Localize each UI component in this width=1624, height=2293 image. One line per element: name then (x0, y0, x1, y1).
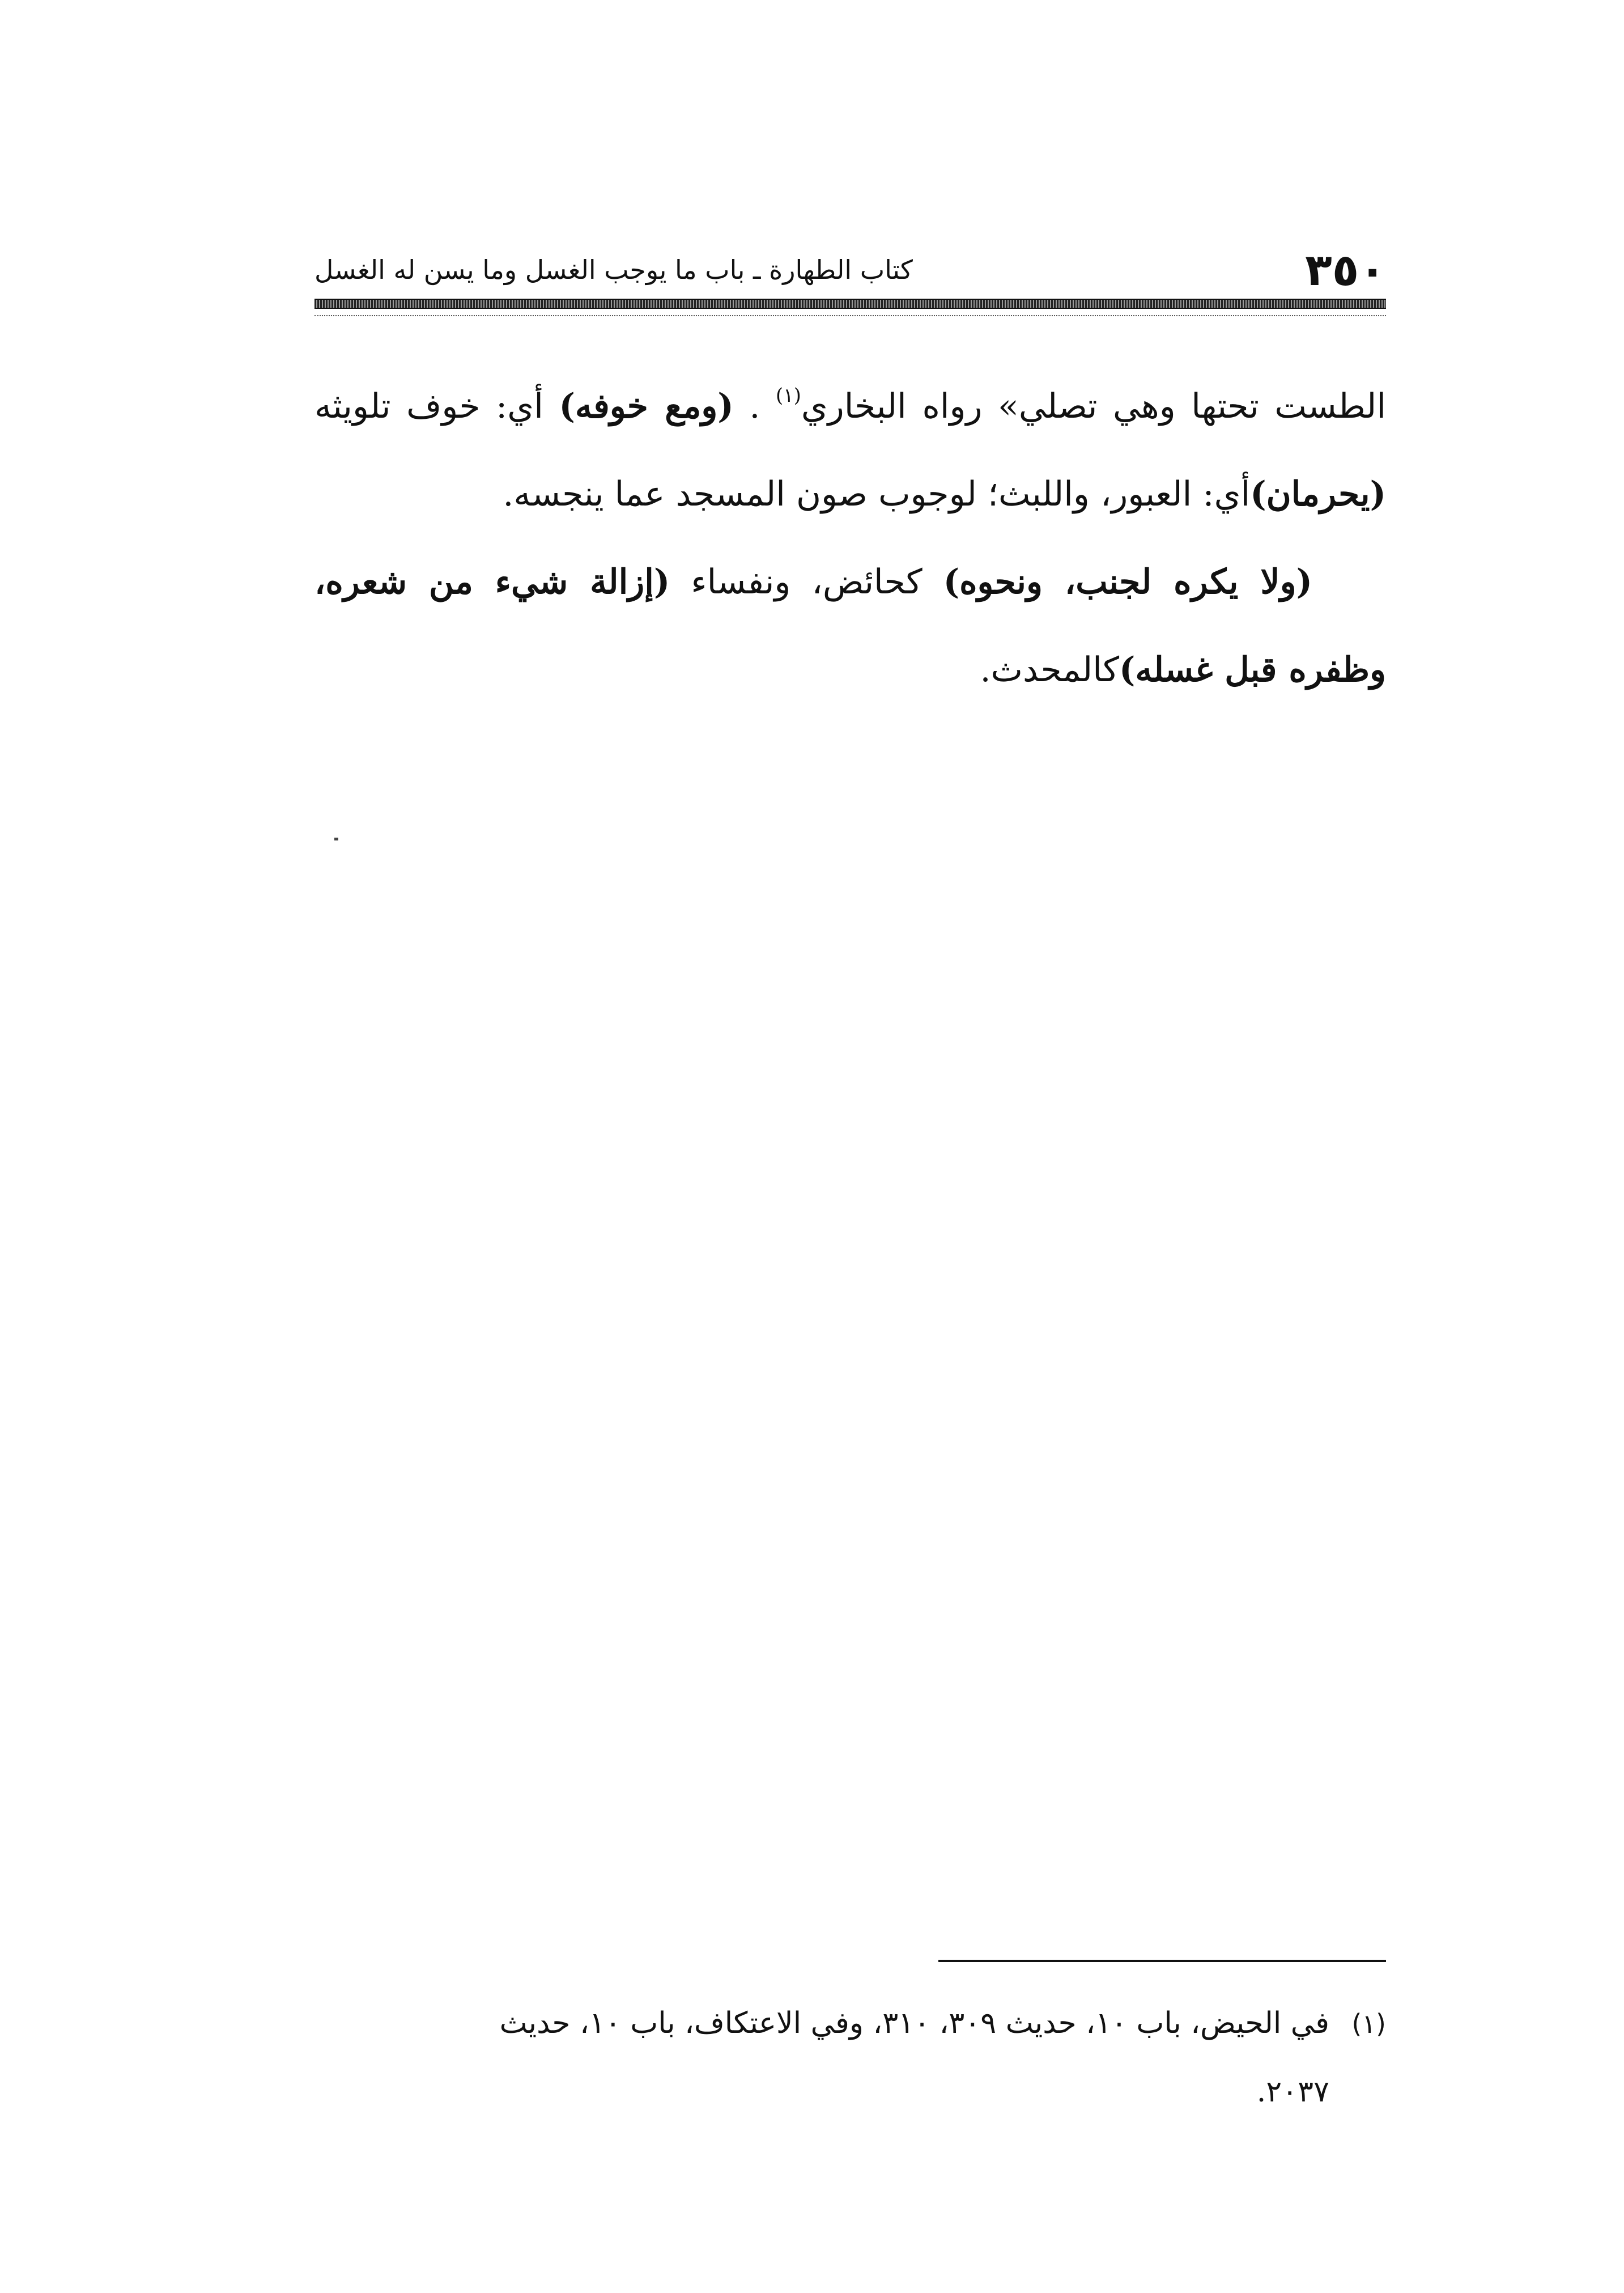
text-run: . (733, 387, 776, 426)
header-rule (314, 299, 1386, 309)
text-run: الطست تحتها وهي تصلي» رواه البخاري (801, 387, 1386, 426)
footnote-number: (١) (1351, 2009, 1386, 2039)
matn-text: (ومع خوفه) (559, 387, 734, 426)
paragraph (314, 363, 1386, 538)
running-head: كتاب الطهارة ـ باب ما يوجب الغسل وما يسن له الغسل (314, 254, 913, 285)
text-run: كحائض، ونفساء (670, 562, 943, 602)
footnote (297, 1989, 1386, 2126)
footnote-line (297, 1989, 1386, 2058)
main-text (314, 363, 1386, 714)
text-run: كالمحدث. (980, 650, 1120, 690)
footnote-rule (938, 1960, 1386, 1962)
page-number: ٣٥٠ (1305, 245, 1386, 296)
text-run: أي: العبور، واللبث؛ لوجوب صون المسجد عما ينجسه. (503, 474, 1251, 514)
text-run: أي: خوف تلويثه (314, 387, 559, 426)
footnote-text: في الحيض، باب ١٠، حديث ٣٠٩، ٣١٠، وفي الاعتكاف، باب ١٠، حديث (499, 2006, 1329, 2040)
footnote-ref: (١) (776, 384, 801, 407)
matn-text: (يحرمان) (1250, 474, 1386, 514)
matn-text: (ولا يكره لجنب، ونحوه) (943, 562, 1312, 602)
page-header (314, 245, 1386, 296)
footnote-continuation: ٢٠٣٧. (1256, 2075, 1329, 2109)
stray-mark (334, 838, 338, 840)
paragraph (314, 538, 1386, 714)
matn-text: (إزالة شيء من شعره، وظفره قبل غسله) (314, 562, 1386, 690)
header-rule-thin (314, 315, 1386, 316)
